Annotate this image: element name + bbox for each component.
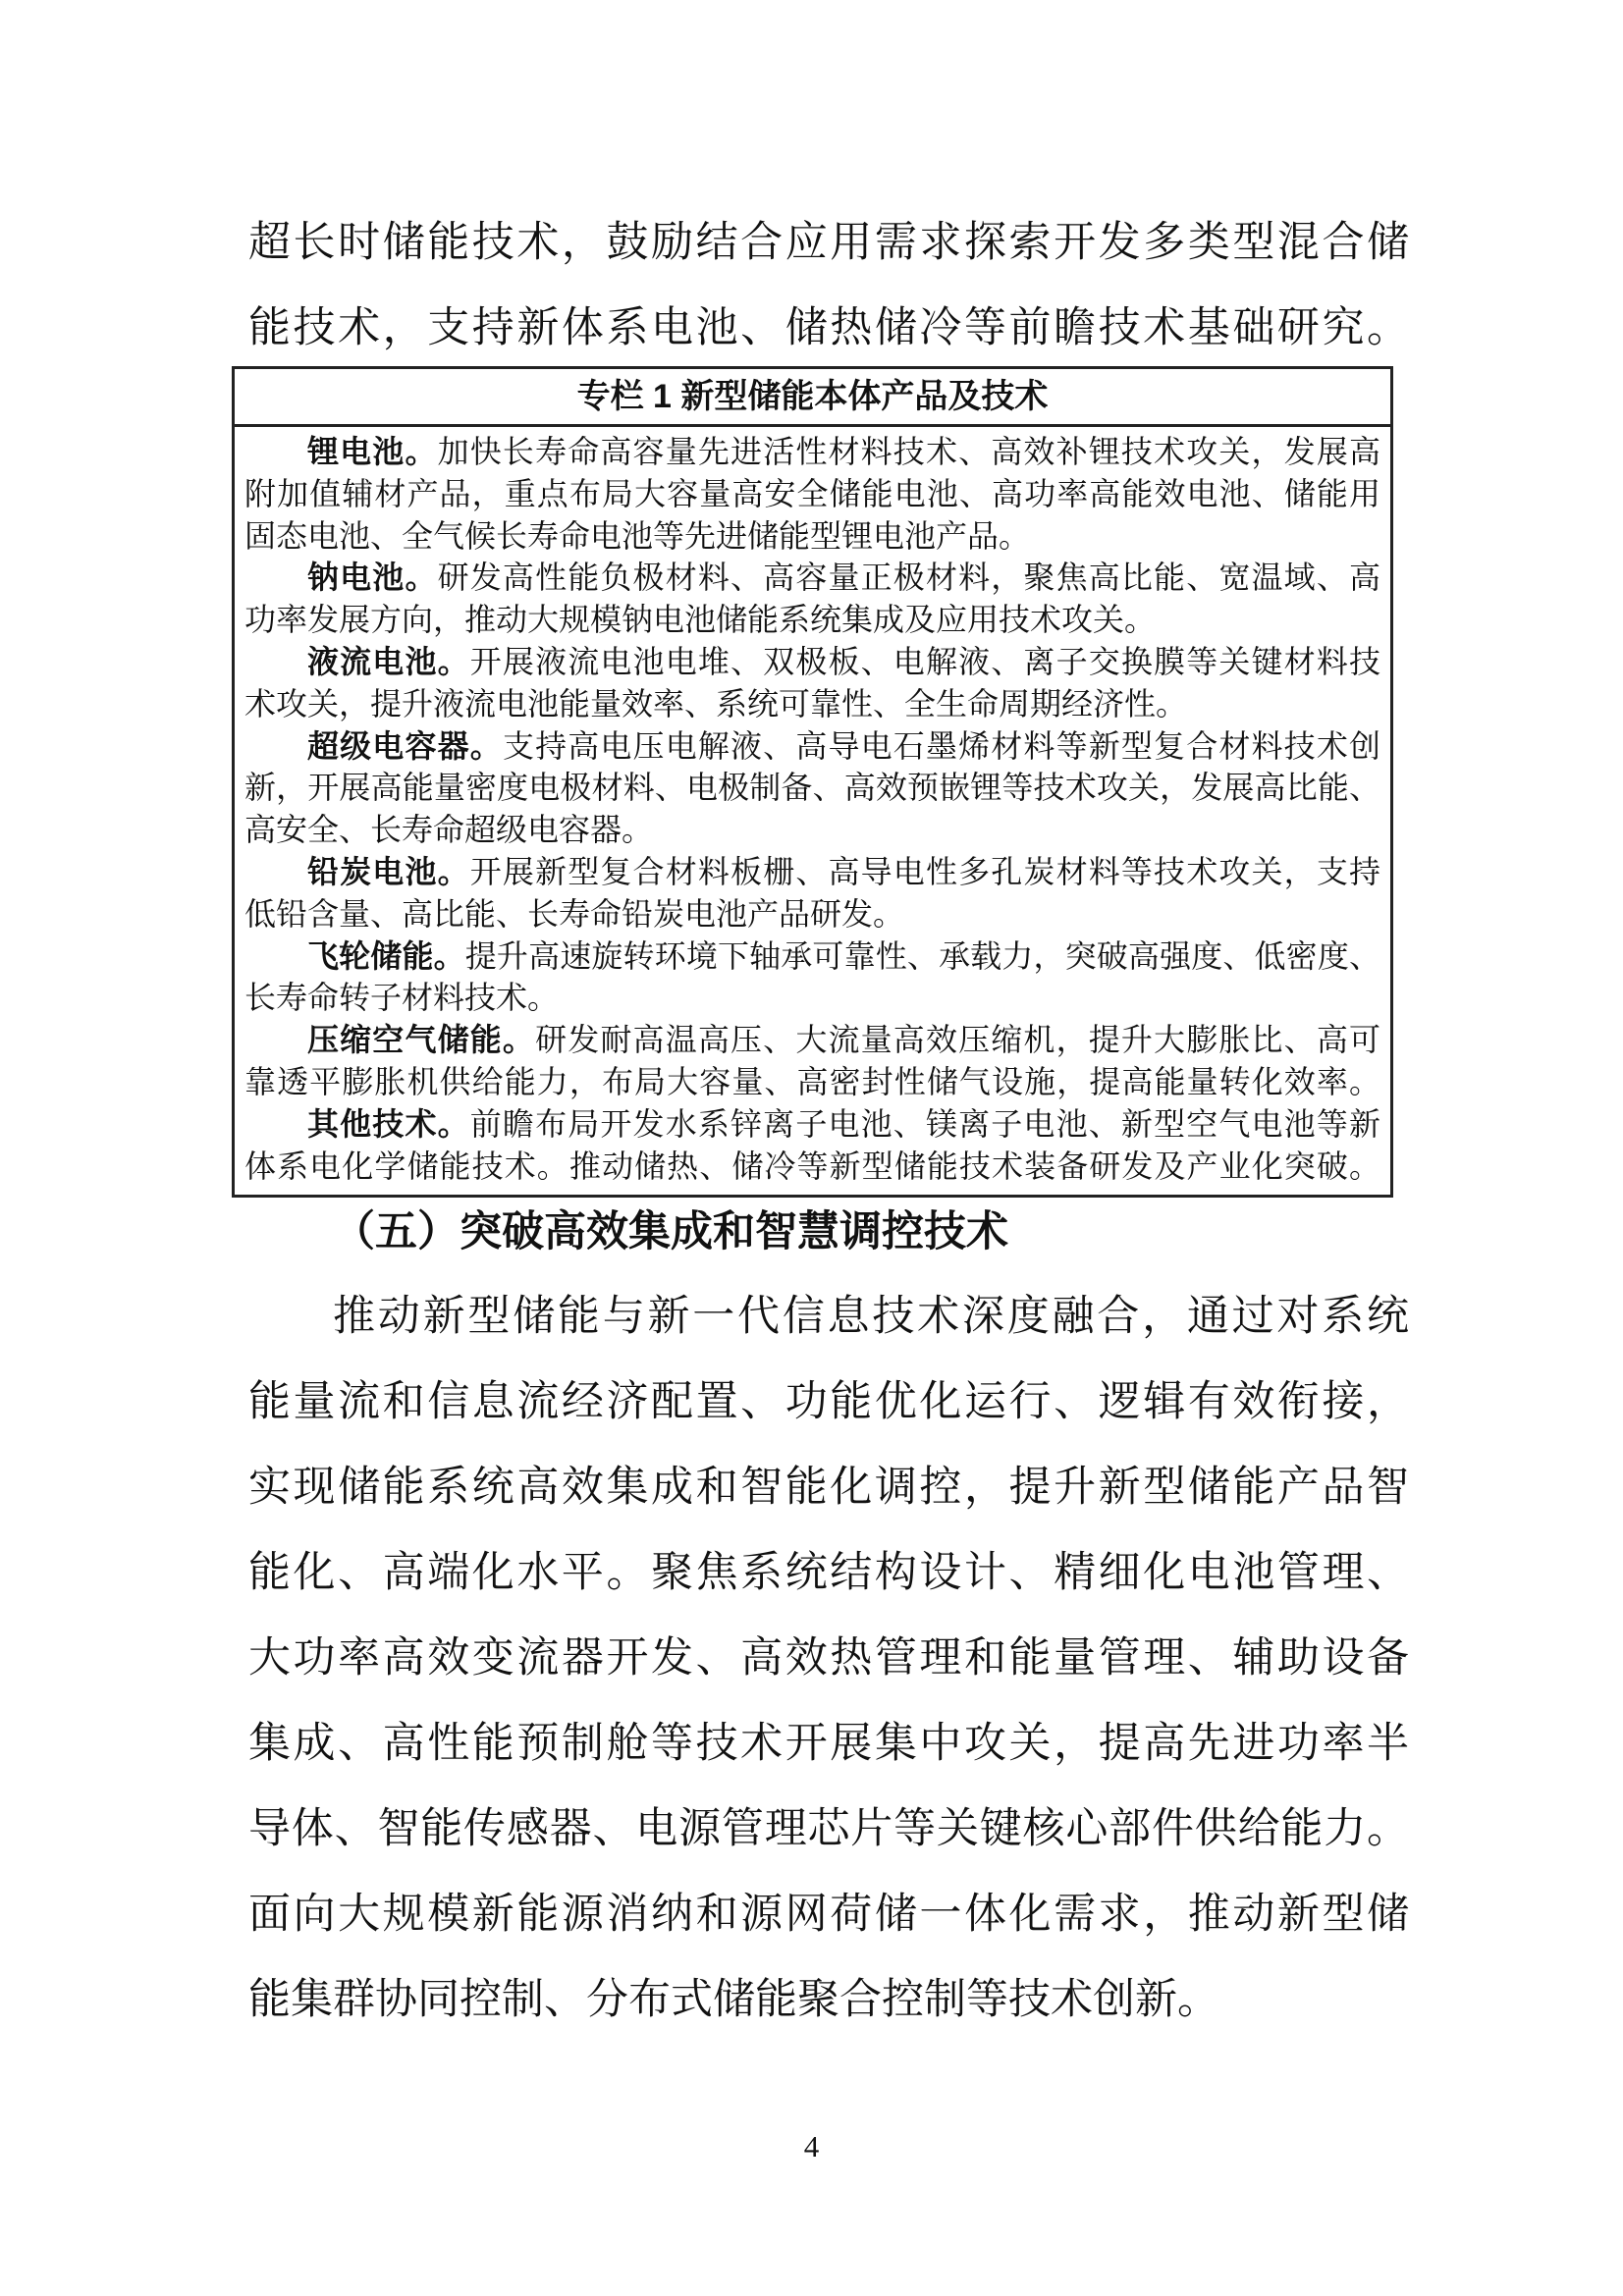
box-item-text: 开展液流电池电堆、双极板、电解液、离子交换膜等关键材料技 — [469, 643, 1380, 679]
box-item-text: 开展新型复合材料板栅、高导电性多孔炭材料等技术攻关，支持 — [469, 853, 1380, 889]
box-item-lead-carbon-battery — [244, 851, 1380, 935]
box-item-line: 低铅含量、高比能、长寿命铅炭电池产品研发。 — [244, 895, 905, 932]
section-heading: （五）突破高效集成和智慧调控技术 — [333, 1209, 1008, 1255]
box-item-line: 高安全、长寿命超级电容器。 — [244, 812, 654, 848]
text-line: 实现储能系统高效集成和智能化调控，提升新型储能产品智 — [248, 1465, 1409, 1511]
column-box-title: 专栏 1 新型储能本体产品及技术 — [235, 369, 1390, 427]
text-line: 能技术，支持新体系电池、储热储冷等前瞻技术基础研究。 — [248, 305, 1409, 351]
box-item-flow-battery — [244, 641, 1380, 725]
column-box — [232, 366, 1393, 1198]
box-item-text: 前瞻布局开发水系锌离子电池、镁离子电池、新型空气电池等新 — [469, 1105, 1380, 1142]
box-item-line: 固态电池、全气候长寿命电池等先进储能型锂电池产品。 — [244, 517, 1031, 554]
box-item-text: 支持高电压电解液、高导电石墨烯材料等新型复合材料技术创 — [502, 727, 1380, 764]
box-item-line — [244, 641, 1380, 683]
box-item-text: 研发耐高温高压、大流量高效压缩机，提升大膨胀比、高可 — [535, 1022, 1380, 1058]
text-line: 集成、高性能预制舱等技术开展集中攻关，提高先进功率半 — [248, 1721, 1409, 1767]
column-box-body — [235, 427, 1390, 1195]
box-item-flywheel-storage — [244, 935, 1380, 1020]
box-item-text: 提升高速旋转环境下轴承可靠性、承载力，突破高强度、低密度、 — [464, 937, 1380, 974]
box-item-term: 飞轮储能。 — [307, 937, 465, 974]
box-item-term: 钠电池。 — [307, 560, 438, 596]
box-item-supercapacitor — [244, 725, 1380, 851]
box-item-sodium-battery — [244, 557, 1380, 641]
body-paragraph — [248, 1274, 1409, 2043]
box-item-other-technologies — [244, 1103, 1380, 1188]
intro-paragraph — [248, 200, 1409, 371]
box-item-term: 超级电容器。 — [307, 727, 503, 764]
text-line: 导体、智能传感器、电源管理芯片等关键核心部件供给能力。 — [248, 1806, 1409, 1852]
box-item-text: 研发高性能负极材料、高容量正极材料，聚焦高比能、宽温域、高 — [437, 560, 1380, 596]
box-item-line: 长寿命转子材料技术。 — [244, 980, 560, 1016]
box-item-term: 液流电池。 — [307, 643, 470, 679]
box-item-term: 其他技术。 — [307, 1105, 470, 1142]
text-line: 能化、高端化水平。聚焦系统结构设计、精细化电池管理、 — [248, 1550, 1409, 1596]
box-item-compressed-air-storage — [244, 1019, 1380, 1103]
box-item-line: 新，开展高能量密度电极材料、电极制备、高效预嵌锂等技术攻关，发展高比能、 — [244, 770, 1380, 806]
box-item-line: 附加值辅材产品，重点布局大容量高安全储能电池、高功率高能效电池、储能用 — [244, 475, 1380, 511]
box-item-term: 铅炭电池。 — [307, 853, 470, 889]
box-item-lithium-battery — [244, 431, 1380, 557]
text-line: 大功率高效变流器开发、高效热管理和能量管理、辅助设备 — [248, 1635, 1409, 1682]
box-item-term: 压缩空气储能。 — [307, 1022, 536, 1058]
box-item-line: 功率发展方向，推动大规模钠电池储能系统集成及应用技术攻关。 — [244, 602, 1157, 638]
box-item-line — [244, 935, 1380, 978]
box-item-line — [244, 851, 1380, 893]
box-item-line — [244, 557, 1380, 599]
text-line: 超长时储能技术，鼓励结合应用需求探索开发多类型混合储 — [248, 220, 1409, 266]
text-line: 推动新型储能与新一代信息技术深度融合，通过对系统 — [333, 1294, 1409, 1340]
box-item-line — [244, 725, 1380, 768]
box-item-line: 体系电化学储能技术。推动储热、储冷等新型储能技术装备研发及产业化突破。 — [244, 1148, 1380, 1184]
text-line: 面向大规模新能源消纳和源网荷储一体化需求，推动新型储 — [248, 1892, 1409, 1938]
box-item-term: 锂电池。 — [307, 434, 438, 469]
box-item-line — [244, 1103, 1380, 1146]
box-item-line: 靠透平膨胀机供给能力，布局大容量、高密封性储气设施，提高能量转化效率。 — [244, 1063, 1380, 1099]
text-line: 能量流和信息流经济配置、功能优化运行、逻辑有效衔接， — [248, 1379, 1409, 1425]
box-item-line — [244, 1019, 1380, 1061]
page-number: 4 — [803, 2129, 820, 2163]
text-line: 能集群协同控制、分布式储能聚合控制等技术创新。 — [248, 1977, 1219, 2023]
box-item-line — [244, 431, 1380, 473]
box-item-line: 术攻关，提升液流电池能量效率、系统可靠性、全生命周期经济性。 — [244, 685, 1188, 721]
box-item-text: 加快长寿命高容量先进活性材料技术、高效补锂技术攻关，发展高 — [437, 434, 1380, 469]
